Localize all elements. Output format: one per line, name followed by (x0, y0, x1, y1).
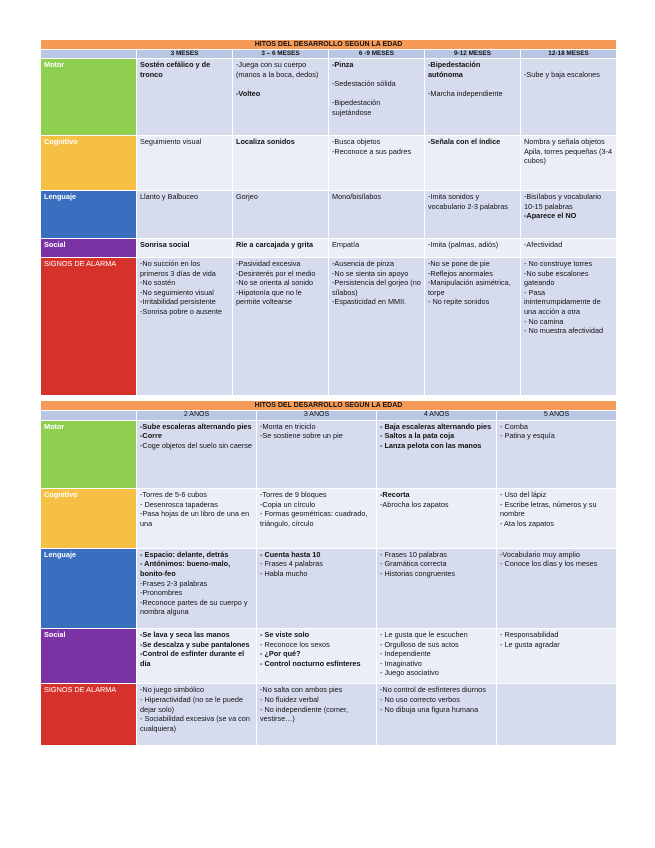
milestone-item: -Sedestación sólida (332, 79, 396, 89)
milestone-item: - Le gusta que le escuchen (380, 629, 468, 639)
milestone-item: - No independiente (comer, vestirse…) (260, 704, 351, 724)
milestone-cell (137, 548, 257, 628)
age-header: 4 AÑOS (377, 411, 497, 420)
row-label: SIGNOS DE ALARMA (41, 258, 137, 396)
milestone-item (428, 79, 517, 89)
milestone-item: - Conoce los días y los meses (500, 559, 598, 569)
milestone-item: -Monta en triciclo (260, 421, 316, 431)
milestone-item: -No juego simbólico (140, 685, 205, 695)
milestone-item: -Torres de 9 bloques (260, 490, 327, 500)
milestone-item: Sonrisa social (140, 240, 190, 249)
milestone-item: -Vocabulario muy amplio (500, 549, 580, 559)
milestone-cell (233, 136, 329, 191)
milestone-cell (257, 489, 377, 549)
milestone-item: -Se sostiene sobre un pie (260, 431, 343, 441)
row-lenguaje (41, 548, 617, 628)
milestone-item: - Responsabilidad (500, 629, 559, 639)
milestones-table-years (40, 400, 617, 746)
age-header: 12-18 MESES (521, 50, 617, 59)
milestone-cell (521, 239, 617, 258)
milestone-item: -Irritabilidad persistente (140, 297, 216, 307)
milestone-item: - Habla mucho (260, 569, 308, 579)
milestone-cell (329, 239, 425, 258)
row-social (41, 628, 617, 683)
milestone-item: -Bisílabos y vocabulario 10-15 palabras (524, 192, 604, 211)
milestone-item: - No dibuja una figura humana (380, 704, 479, 714)
milestone-item: -Pinza (332, 60, 354, 69)
milestone-cell (521, 258, 617, 396)
milestone-item: - Antónimos: bueno-malo, bonito-feo (140, 559, 233, 579)
milestone-item: -Control de esfínter durante el día (140, 649, 247, 668)
milestone-item: -No sostén (140, 278, 176, 288)
row-cognitivo (41, 489, 617, 549)
milestone-item: - Historias congruentes (380, 569, 456, 579)
milestone-item: -Reconoce partes de su cuerpo y nombra alguna (140, 597, 250, 617)
milestone-item: -Bipedestación sujetándose (332, 98, 383, 117)
age-header: 3 AÑOS (257, 411, 377, 420)
milestone-item: -Se lava y seca las manos (140, 629, 230, 639)
milestone-item: - Baja escaleras alternando pies (380, 421, 492, 431)
milestone-cell (257, 548, 377, 628)
row-label: Cognitivo (41, 136, 137, 191)
age-header: 3 MESES (137, 50, 233, 59)
milestone-item: - Comba (500, 421, 528, 431)
milestone-item: - Desenrosca tapaderas (140, 499, 218, 509)
milestone-item: -No salta con ambos pies (260, 685, 343, 695)
milestone-item: -Ausencia de pinza (332, 259, 395, 268)
milestone-item: -No seguimiento visual (140, 287, 214, 297)
milestone-cell (137, 628, 257, 683)
milestone-cell (329, 191, 425, 239)
milestone-item: - Cuenta hasta 10 (260, 549, 321, 559)
age-header: 2 AÑOS (137, 411, 257, 420)
milestone-item: - Uso del lápiz (500, 490, 547, 500)
milestone-item: - Ata los zapatos (500, 519, 554, 529)
milestone-item: Gorjeo (236, 192, 258, 201)
milestone-item: -Señala con el índice (428, 137, 501, 146)
milestone-item: -Marcha independiente (428, 88, 503, 98)
milestone-item: Apila, torres pequeñas (3-4 cubos) (524, 146, 615, 166)
age-header: 5 AÑOS (497, 411, 617, 420)
milestone-item: - No fluidez verbal (260, 694, 319, 704)
milestone-item: -Sube escaleras alternando pies (140, 421, 252, 431)
row-label: Lenguaje (41, 548, 137, 628)
milestone-cell (257, 628, 377, 683)
milestone-item: - Gramática correcta (380, 559, 447, 569)
milestone-item: -Sube y baja escalones (524, 69, 600, 79)
age-header: 3 – 6 MESES (233, 50, 329, 59)
milestone-item: -No se pone de pie (428, 259, 490, 268)
milestone-item: -Desinterés por el medio (236, 268, 316, 278)
milestone-item: - Sociabilidad excesiva (se va con cualquiera) (140, 714, 252, 733)
milestone-item: -Persistencia del gorjeo (no sílabos) (332, 278, 423, 297)
milestone-item: -Imita (palmas, adiós) (428, 240, 499, 249)
milestone-item: - Pasa ininterrumpidamente de una acción a otra (524, 287, 603, 316)
row-label: Social (41, 239, 137, 258)
milestone-cell (497, 684, 617, 746)
milestone-cell (137, 136, 233, 191)
table-title: HITOS DEL DESARROLLO SEGÚN LA EDAD (41, 401, 617, 411)
milestone-item: Ríe a carcajada y grita (236, 240, 314, 249)
milestone-item: - ¿Por qué? (260, 649, 301, 659)
milestone-cell (233, 239, 329, 258)
milestone-item: Llanto y Balbuceo (140, 192, 199, 201)
row-label: SIGNOS DE ALARMA (41, 684, 137, 746)
row-signos-de-alarma (41, 684, 617, 746)
milestone-cell (521, 191, 617, 239)
milestone-item: -Recorta (380, 490, 410, 500)
milestone-item: - Formas geométricas: cuadrado, triángulo, círculo (260, 509, 370, 529)
milestone-item: -Afectividad (524, 240, 563, 249)
milestone-cell (137, 191, 233, 239)
milestone-item: - No muestra afectividad (524, 326, 604, 336)
milestone-cell (377, 684, 497, 746)
milestone-cell (137, 239, 233, 258)
milestone-item: - Patina y esquía (500, 431, 555, 441)
milestone-item: -No se sienta sin apoyo (332, 268, 409, 278)
milestone-item: Nombra y señala objetos (524, 137, 605, 146)
milestone-item: -Manipulación asimétrica, torpe (428, 278, 513, 297)
milestone-cell (137, 489, 257, 549)
milestone-item: - No repite sonidos (428, 297, 490, 307)
header-row (41, 50, 617, 59)
row-social (41, 239, 617, 258)
milestone-cell (137, 684, 257, 746)
milestone-item: -Se descalza y sube pantalones (140, 639, 250, 649)
milestone-item: -Torres de 5-6 cubos (140, 490, 207, 500)
row-label: Motor (41, 420, 137, 489)
milestone-cell (233, 258, 329, 396)
milestone-item: - Orgulloso de sus actos (380, 639, 459, 649)
milestone-item: - Hiperactividad (no se le puede dejar solo) (140, 694, 246, 714)
milestone-item: -No control de esfínteres diurnos (380, 685, 486, 695)
table-title: HITOS DEL DESARROLLO SEGÚN LA EDAD (41, 40, 617, 50)
milestone-cell (329, 59, 425, 136)
milestone-item: -Sonrisa pobre o ausente (140, 306, 222, 316)
milestone-item: Mono/bisílabos (332, 192, 382, 201)
row-label: Lenguaje (41, 191, 137, 239)
milestone-item: -Coge objetos del suelo sin caerse (140, 440, 252, 450)
row-motor (41, 59, 617, 136)
milestone-cell (425, 239, 521, 258)
milestone-item: - Reconoce los sexos (260, 639, 330, 649)
milestone-item: -No se orienta al sonido (236, 278, 314, 288)
milestone-item: - Saltos a la pata coja (380, 431, 455, 441)
milestone-item: -Corre (140, 431, 162, 441)
milestone-cell (233, 191, 329, 239)
age-header: 6 -9 MESES (329, 50, 425, 59)
milestone-item: -No sube escalones gateando (524, 268, 591, 288)
milestone-cell (497, 489, 617, 549)
milestone-item: -Volteo (236, 88, 261, 98)
milestone-item: - No camina (524, 316, 564, 326)
row-signos-de-alarma (41, 258, 617, 396)
milestone-item: -Frases 2-3 palabras (140, 578, 208, 588)
milestone-cell (521, 59, 617, 136)
milestone-item: - Imaginativo (380, 658, 422, 668)
row-cognitivo (41, 136, 617, 191)
milestone-item: - No uso correcto verbos (380, 694, 460, 704)
milestone-item: - Frases 10 palabras (380, 549, 447, 559)
milestone-cell (377, 489, 497, 549)
milestone-item: -Imita sonidos y vocabulario 2-3 palabras (428, 192, 508, 211)
milestone-item: -Pasa hojas de un libro de una en una (140, 509, 252, 529)
milestone-item: - Lanza pelota con las manos (380, 440, 482, 450)
milestone-cell (425, 59, 521, 136)
milestone-item (332, 89, 421, 99)
milestone-cell (137, 420, 257, 489)
milestone-cell (137, 59, 233, 136)
milestone-item: - Independiente (380, 649, 431, 659)
milestone-item: Seguimiento visual (140, 137, 202, 146)
milestone-item: -Reflejos anormales (428, 268, 493, 278)
milestone-item: -Juega con su cuerpo (manos a la boca, dedos) (236, 60, 319, 79)
milestone-cell (497, 548, 617, 628)
row-motor (41, 420, 617, 489)
milestone-cell (329, 258, 425, 396)
age-header: 9-12 MESES (425, 50, 521, 59)
milestone-item (524, 60, 613, 70)
milestone-item: Localiza sonidos (236, 137, 295, 146)
milestone-cell (425, 136, 521, 191)
milestone-item: -Pasividad excesiva (236, 259, 301, 268)
milestone-item: - Juego asociativo (380, 668, 439, 678)
milestone-cell (377, 420, 497, 489)
milestone-item (332, 70, 421, 80)
milestone-item: - Control nocturno esfínteres (260, 658, 361, 668)
milestone-item: - Le gusta agradar (500, 639, 560, 649)
milestone-cell (497, 628, 617, 683)
milestone-item: -Abrocha los zapatos (380, 499, 449, 509)
milestone-item: -Busca objetos (332, 137, 381, 146)
milestone-cell (425, 191, 521, 239)
milestone-item: -Aparece el NO (524, 211, 577, 221)
row-label: Social (41, 628, 137, 683)
milestone-item: -Hipotonía que no le permite voltearse (236, 287, 304, 307)
milestone-item: Sostén cefálico y de tronco (140, 60, 213, 79)
milestone-item: -Reconoce a sus padres (332, 146, 412, 156)
row-label: Cognitivo (41, 489, 137, 549)
milestone-item: -Bipedestación autónoma (428, 60, 483, 79)
milestone-item: Empatía (332, 240, 360, 249)
milestone-cell (497, 420, 617, 489)
row-label: Motor (41, 59, 137, 136)
milestone-item: - Se viste solo (260, 629, 310, 639)
milestone-item: - No construye torres (524, 259, 593, 268)
milestone-item: -Espasticidad en MMII. (332, 297, 407, 307)
milestone-item (236, 79, 325, 89)
milestone-item: -No succión en los primeros 3 días de vida (140, 259, 216, 278)
milestone-cell (137, 258, 233, 396)
milestone-cell (329, 136, 425, 191)
milestones-table-months (40, 39, 617, 396)
milestone-cell (257, 420, 377, 489)
milestone-item: - Espacio: delante, detrás (140, 549, 229, 559)
milestone-item: -Pronombres (140, 588, 183, 598)
milestone-cell (425, 258, 521, 396)
milestone-cell (377, 628, 497, 683)
milestone-cell (257, 684, 377, 746)
row-lenguaje (41, 191, 617, 239)
header-row (41, 411, 617, 420)
milestone-item: - Frases 4 palabras (260, 559, 323, 569)
milestone-cell (233, 59, 329, 136)
milestone-cell (521, 136, 617, 191)
milestone-item: -Copia un círculo (260, 499, 316, 509)
milestone-cell (377, 548, 497, 628)
milestone-item: - Escribe letras, números y su nombre (500, 499, 599, 519)
